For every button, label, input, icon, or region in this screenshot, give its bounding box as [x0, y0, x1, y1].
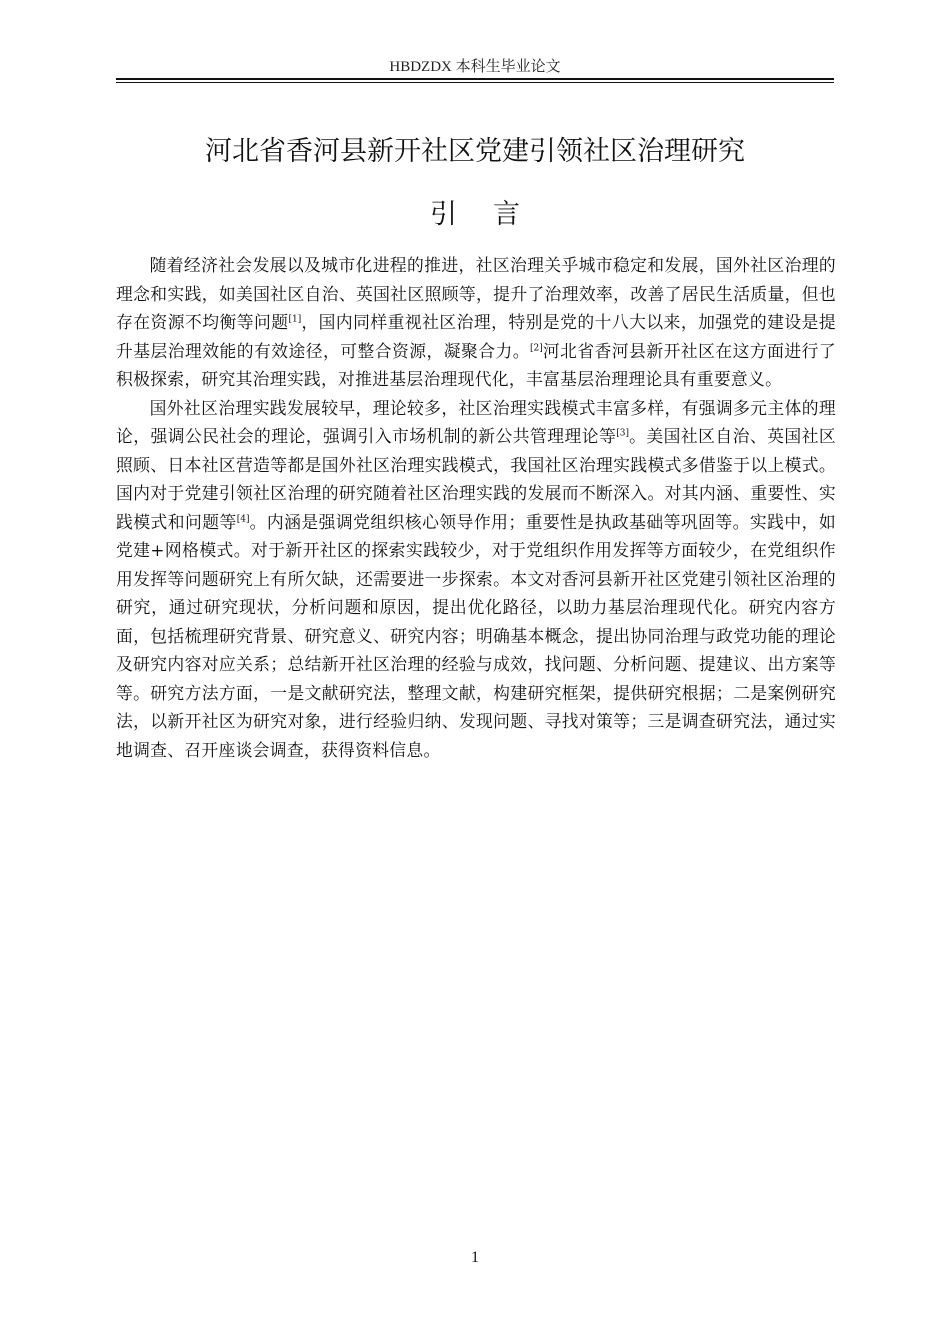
- paper-title: 河北省香河县新开社区党建引领社区治理研究: [205, 136, 745, 167]
- paragraph-text: 。美国社区自治、英国社区照顾、日本社区营造等都是国外社区治理实践模式，我国社区治理实践模式多借鉴于以上模式。国内对于党建引领社区治理的研究随着社区治理实践的发展而不断深入。对其内涵、重要性、实践模式和问题等: [116, 426, 836, 532]
- section-heading-introduction: 引言: [430, 199, 556, 230]
- paragraph-text: 随着经济社会发展以及城市化进程的推进，社区治理关乎城市稳定和发展，国外社区治理的理念和实践，如美国社区自治、英国社区照顾等，提升了治理效率，改善了居民生活质量，但也存在资源不均衡等问题: [116, 255, 836, 332]
- page-number: 1: [471, 1249, 479, 1266]
- paragraph-text: 河北省香河县新开社区在这方面进行了积极探索，研究其治理实践，对推进基层治理现代化，丰富基层治理理论具有重要意义。: [116, 340, 836, 389]
- paragraph-text: 。内涵是强调党组织核心领导作用；重要性是执政基础等巩固等。实践中，如党建+网格模式。对于新开社区的探索实践较少，对于党组织作用发挥等方面较少，在党组织作用发挥等问题研究上有所欠缺，还需要进一步探索。本文对香河县新开社区党建引领社区治理的研究，通过研究现状，分析问题和原因，提出优化路径，以助力基层治理现代化。研究内容方面，包括梳理研究背景、研究意义、研究内容；明确基本概念，提出协同治理与政党功能的理论及研究内容对应关系；总结新开社区治理的经验与成效，找问题、分析问题、提建议、出方案等等。研究方法方面，一是文献研究法，整理文献，构建研究框架，提供研究根据；二是案例研究法，以新开社区为研究对象，进行经验归纳、发现问题、寻找对策等；三是调查研究法，通过实地调查、召开座谈会调查，获得资料信息。: [116, 511, 836, 760]
- paragraph-1: [116, 251, 836, 394]
- running-header: HBDZDX 本科生毕业论文: [389, 59, 561, 75]
- citation-4: [4]: [236, 513, 250, 524]
- header-rule-thick: [116, 78, 834, 80]
- header-rule-thin: [116, 82, 834, 83]
- paragraph-text: ，国内同样重视社区治理，特别是党的十八大以来，加强党的建设是提升基层治理效能的有效途径，可整合资源，凝聚合力。: [116, 312, 836, 361]
- citation-3: [3]: [616, 428, 629, 439]
- body-text: [116, 251, 836, 764]
- citation-1: [1]: [288, 314, 302, 325]
- citation-2: [2]: [530, 342, 543, 353]
- paragraph-text: 国外社区治理实践发展较早，理论较多，社区治理实践模式丰富多样，有强调多元主体的理论，强调公民社会的理论，强调引入市场机制的新公共管理理论等: [116, 397, 836, 446]
- paragraph-2: [116, 394, 836, 765]
